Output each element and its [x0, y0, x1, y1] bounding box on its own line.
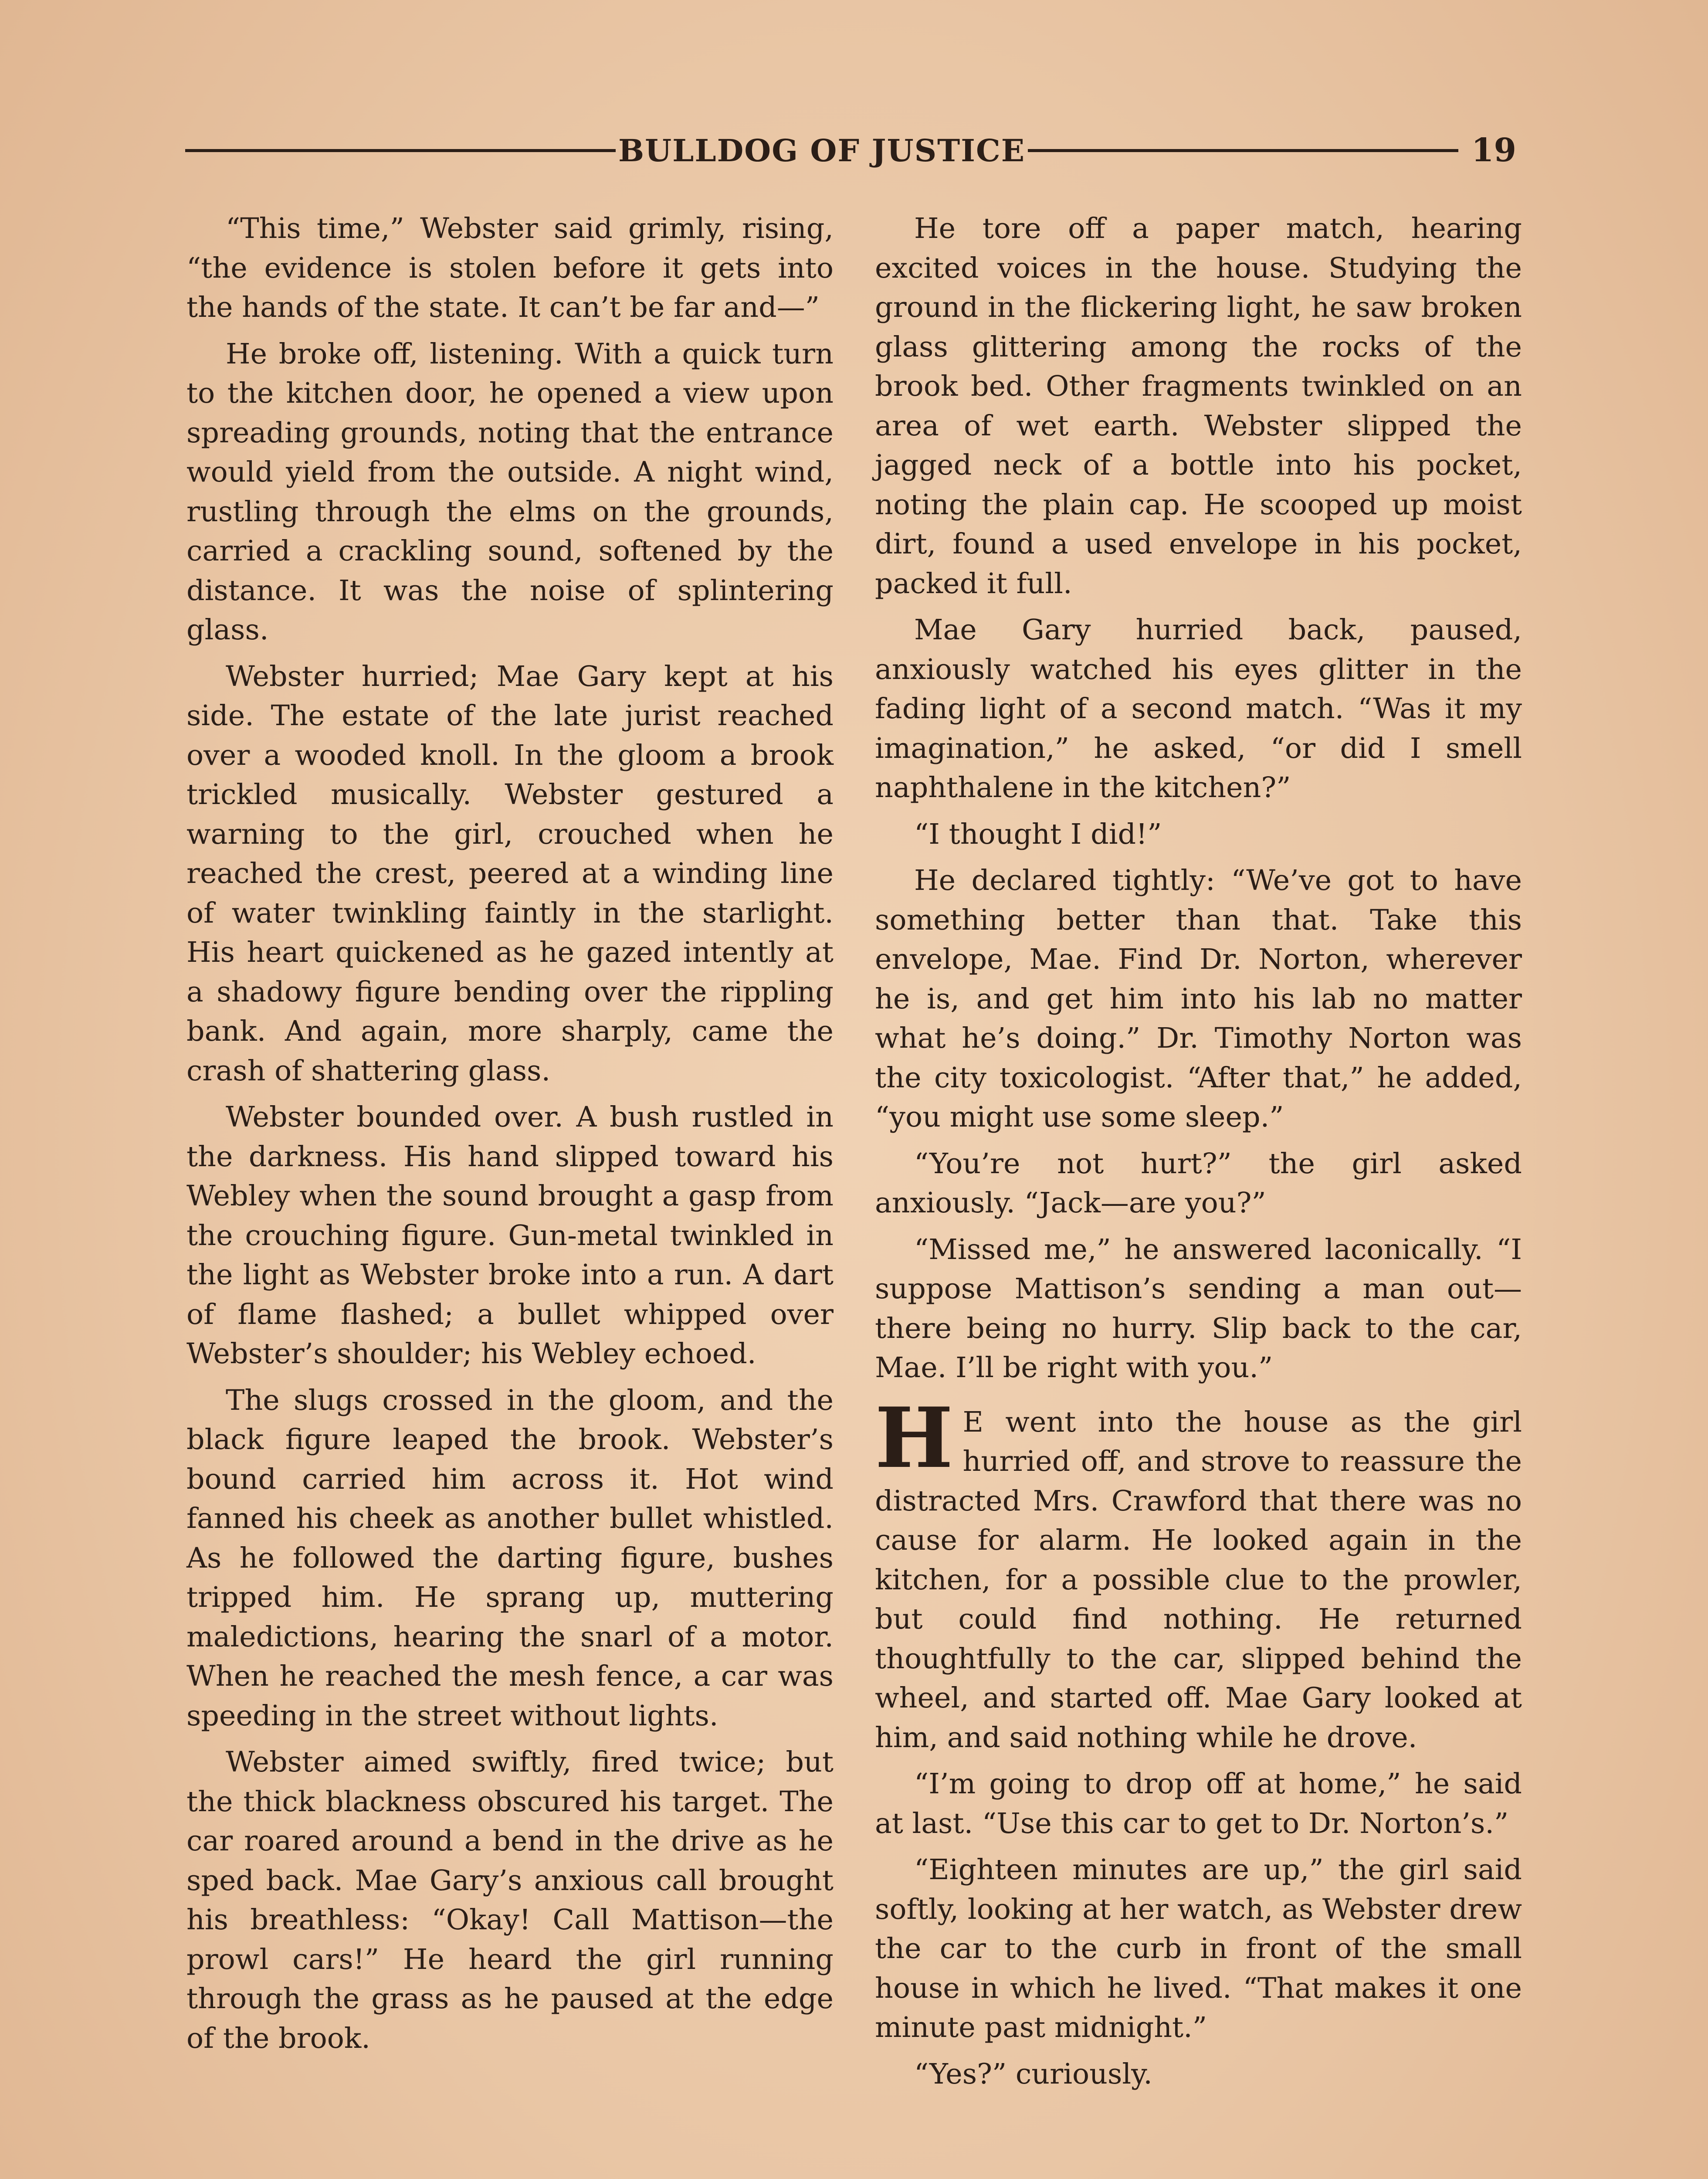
paragraph: Webster aimed swiftly, fired twice; but the thick blackness obscured his target. The car roared around a bend in the drive as he sped back. Mae Gary’s anxious call brought his breathless: “Okay! Call Mattison—the prowl cars!” He heard the girl running through the grass as he paused at the edge of the brook.: [186, 1746, 834, 2055]
paragraph: He declared tightly: “We’ve got to have something better than that. Take this envelope, Mae. Find Dr. Norton, wherever he is, and get him into his lab no matter what he’s doing.” Dr. Timothy Norton was the city toxicologist. “After that,” he added, “you might use some sleep.”: [875, 864, 1522, 1134]
paragraph: The slugs crossed in the gloom, and the black figure leaped the brook. Webster’s bound carried him across it. Hot wind fanned his cheek as another bullet whistled. As he followed the darting figure, bushes tripped him. He sprang up, muttering maledictions, hearing the snarl of a motor. When he reached the mesh fence, a car was speeding in the street without lights.: [186, 1384, 834, 1732]
section-first-paragraph: E went into the house as the girl hurried off, and strove to reassure the distracted Mrs. Crawford that there was no cause for alarm. He looked again in the kitchen, for a possible clue to the prowler, but could find nothing. He returned thoughtfully to the car, slipped behind the wheel, and started off. Mae Gary looked at him, and said nothing while he drove.: [875, 1405, 1522, 1754]
header-rule-left: [185, 149, 616, 152]
section-break: [875, 1389, 1522, 1758]
right-column: [875, 209, 1522, 2101]
paragraph: Webster bounded over. A bush rustled in the darkness. His hand slipped toward his Webley when the sound brought a gasp from the crouching figure. Gun-metal twinkled in the light as Webster broke into a run. A dart of flame flashed; a bullet whipped over Webster’s shoulder; his Webley echoed.: [186, 1101, 834, 1370]
paragraph: Webster hurried; Mae Gary kept at his side. The estate of the late jurist reached over a wooded knoll. In the gloom a brook trickled musically. Webster gestured a warning to the girl, crouched when he reached the crest, peered at a winding line of water twinkling faintly in the starlight. His heart quickened as he gazed intently at a shadowy figure bending over the rippling bank. And again, more sharply, came the crash of shattering glass.: [186, 660, 834, 1087]
running-header: [185, 131, 1516, 170]
left-column: [186, 209, 834, 2065]
header-rule-right: [1028, 149, 1458, 152]
paragraph: Mae Gary hurried back, paused, anxiously watched his eyes glitter in the fading light of a second match. “Was it my imagination,” he asked, “or did I smell naphthalene in the kitchen?”: [875, 614, 1522, 804]
paragraph: “I’m going to drop off at home,” he said at last. “Use this car to get to Dr. Norton’s.”: [875, 1768, 1522, 1840]
paragraph: He broke off, listening. With a quick turn to the kitchen door, he opened a view upon spreading grounds, noting that the entrance would yield from the outside. A night wind, rustling through the elms on the grounds, carried a crackling sound, softened by the distance. It was the noise of splintering glass.: [186, 337, 834, 646]
paragraph: “Missed me,” he answered laconically. “I suppose Mattison’s sending a man out—there being no hurry. Slip back to the car, Mae. I’ll be right with you.”: [875, 1233, 1522, 1384]
paragraph: “Yes?” curiously.: [914, 2057, 1152, 2091]
paragraph: “I thought I did!”: [914, 818, 1162, 851]
paragraph: “Eighteen minutes are up,” the girl said softly, looking at her watch, as Webster drew the car to the curb in front of the small house in which he lived. “That makes it one minute past midnight.”: [875, 1853, 1522, 2044]
running-title: BULLDOG OF JUSTICE: [618, 132, 1026, 169]
paragraph: He tore off a paper match, hearing excited voices in the house. Studying the ground in the flickering light, he saw broken glass glittering among the rocks of the brook bed. Other fragments twinkled on an area of wet earth. Webster slipped the jagged neck of a bottle into his pocket, noting the plain cap. He scooped up moist dirt, found a used envelope in his pocket, packed it full.: [875, 212, 1522, 600]
drop-cap: H: [875, 1389, 953, 1487]
paragraph: “This time,” Webster said grimly, rising, “the evidence is stolen before it gets into the hands of the state. It can’t be far and—”: [186, 212, 834, 324]
paragraph: “You’re not hurt?” the girl asked anxiously. “Jack—are you?”: [875, 1147, 1522, 1219]
page-number: 19: [1471, 132, 1516, 169]
